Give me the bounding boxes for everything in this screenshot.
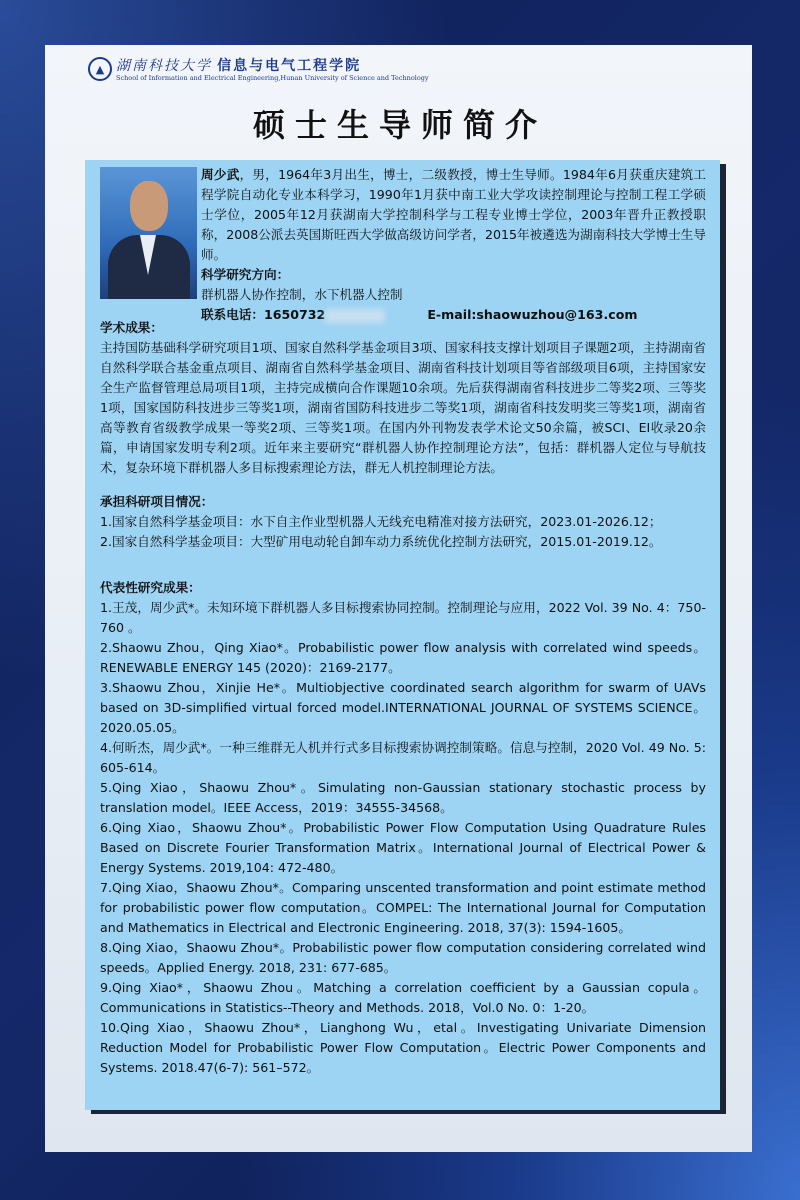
phone-number: 1650732 [263, 307, 326, 322]
paper-item: 10.Qing Xiao，Shaowu Zhou*，Lianghong Wu，etal。Investigating Univariate Dimension Reduction Model for Probabilistic Power Flow Computation。Electric Power Components and Systems. 2018.47(6-7): 561–572。 [100, 1020, 706, 1075]
project-item: 2.国家自然科学基金项目：大型矿用电动轮自卸车动力系统优化控制方法研究，2015.01-2019.12。 [100, 534, 662, 549]
paper-item: 9.Qing Xiao*，Shaowu Zhou。Matching a correlation coefficient by a Gaussian copula。Communications in Statistics--Theory and Methods. 2018，Vol.0 No. 0：1-20。 [100, 980, 706, 1015]
projects-heading: 承担科研项目情况： [100, 494, 214, 509]
achievements-text: 主持国防基础科学研究项目1项、国家自然科学基金项目3项、国家科技支撑计划项目子课题2项，主持湖南省自然科学联合基金重点项目、湖南省自然科学基金项目、湖南省科技计划项目等省部级项目6项，主持国家安全生产监督管理总局项目1项，主持完成横向合作课题10余项。先后获得湖南省科技进步二等奖2项、三等奖1项，国家国防科技进步三等奖1项，湖南省国防科技进步二等奖1项，湖南省科技发明奖三等奖1项，湖南省高等教育省级教学成果一等奖2项、三等奖1项。在国内外刊物发表学术论文50余篇，被SCI、EI收录20余篇，申请国家发明专利2项。近年来主要研究“群机器人协作控制理论方法”，包括：群机器人定位与导航技术，复杂环境下群机器人多目标搜索理论方法，群无人机控制理论方法。 [100, 340, 706, 475]
research-label: 科学研究方向： [201, 267, 290, 282]
content-box [85, 160, 720, 1110]
achievements-section [100, 318, 706, 478]
paper-item: 6.Qing Xiao，Shaowu Zhou*。Probabilistic Power Flow Computation Using Quadrature Rules Based on Discrete Fourier Transformation Matrix。International Journal of Electrical Power & Energy Systems. 2019,104: 472-480。 [100, 820, 706, 875]
portrait-photo [100, 167, 197, 299]
college-name-en: School of Information and Electrical Engineering,Hunan University of Science and Technology [116, 74, 429, 82]
email[interactable]: E-mail:shaowuzhou@163.com [427, 307, 638, 322]
paper-item: 5.Qing Xiao，Shaowu Zhou*。Simulating non-Gaussian stationary stochastic process by translation model。IEEE Access，2019：34555-34568。 [100, 780, 706, 815]
paper-item: 8.Qing Xiao，Shaowu Zhou*。Probabilistic power flow computation considering correlated wind speeds。Applied Energy. 2018, 231: 677-685。 [100, 940, 706, 975]
paper-item: 7.Qing Xiao，Shaowu Zhou*。Comparing unscented transformation and point estimate method for probabilistic power flow computation。COMPEL: The International Journal for Computation and Mathematics in Electrical and Electronic Engineering. 2018, 37(3): 1594-1605。 [100, 880, 706, 935]
college-name: 信息与电气工程学院 [217, 58, 362, 74]
research-directions: 群机器人协作控制，水下机器人控制 [201, 287, 403, 302]
university-logo-icon: ▲ [88, 57, 112, 81]
university-name: 湖南科技大学 [116, 58, 212, 74]
profile-name: 周少武 [201, 167, 240, 182]
project-item: 1.国家自然科学基金项目：水下自主作业型机器人无线充电精准对接方法研究，2023.01-2026.12； [100, 514, 662, 529]
contact-line: 联系电话：1650732 E-mail:shaowuzhou@163.com [201, 307, 638, 322]
achievements-heading: 学术成果： [100, 320, 163, 335]
papers-heading: 代表性研究成果： [100, 580, 201, 595]
paper-item: 3.Shaowu Zhou，Xinjie He*。Multiobjective coordinated search algorithm for swarm of UAVs based on 3D-simplified virtual forced model.INTERNATIONAL JOURNAL OF SYSTEMS SCIENCE。2020.05.05。 [100, 680, 706, 735]
papers-section [100, 578, 706, 1078]
college-header [88, 55, 429, 83]
profile-intro [201, 165, 706, 325]
paper-item: 4.何昕杰，周少武*。一种三维群无人机并行式多目标搜索协调控制策略。信息与控制，2020 Vol. 49 No. 5: 605-614。 [100, 740, 706, 775]
paper-item: 1.王茂，周少武*。未知环境下群机器人多目标搜索协同控制。控制理论与应用，2022 Vol. 39 No. 4：750-760 。 [100, 600, 706, 635]
projects-section [100, 492, 706, 552]
profile-bio: ，男，1964年3月出生，博士，二级教授，博士生导师。1984年6月获重庆建筑工程学院自动化专业本科学习，1990年1月获中南工业大学攻读控制理论与控制工程工学硕士学位，2005年12月获湖南大学控制科学与工程专业博士学位，2003年晋升正教授职称，2008公派去英国斯旺西大学做高级访问学者，2015年被遴选为湖南科技大学博士生导师。 [201, 167, 706, 262]
paper-item: 2.Shaowu Zhou，Qing Xiao*。Probabilistic power flow analysis with correlated wind speeds。RENEWABLE ENERGY 145 (2020)：2169-2177。 [100, 640, 706, 675]
page-title: 硕士生导师简介 [252, 106, 547, 144]
